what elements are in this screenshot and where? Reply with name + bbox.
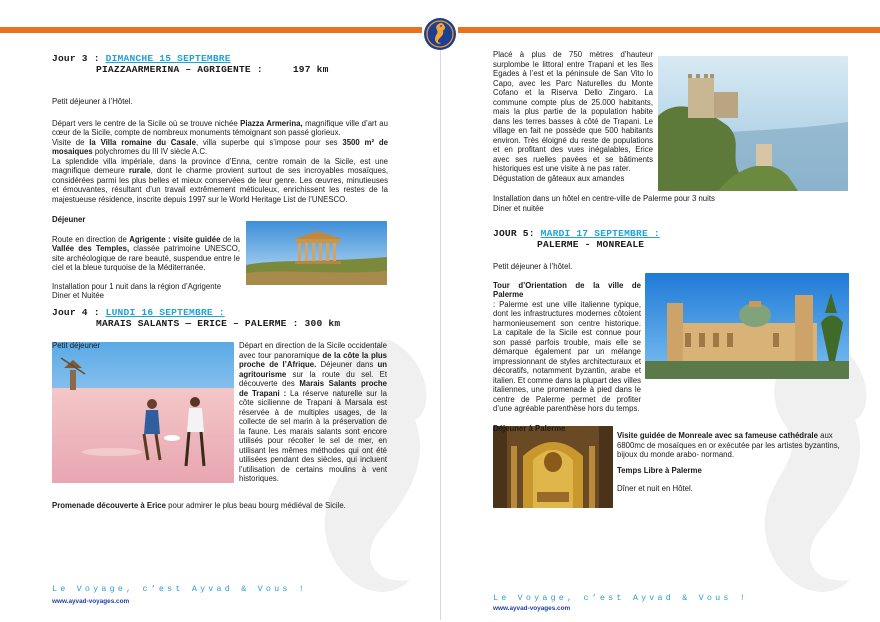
day3-breakfast: Petit déjeuner à l’Hôtel.	[52, 97, 133, 107]
day5-date: MARDI 17 SEPTEMBRE :	[540, 228, 660, 239]
day4-erice-walk: Promenade découverte à Erice pour admirer le plus beau bourg médiéval de Sicile.	[52, 501, 346, 510]
day4-heading	[52, 307, 388, 329]
monreale-cathedral-interior-photo	[493, 426, 613, 508]
day4-prefix: Jour 4 :	[52, 306, 106, 318]
day3-km: 197 km	[292, 64, 329, 76]
salt-marsh-photo	[52, 342, 234, 483]
day3-paragraph-3: La splendide villa impériale, dans la province d’Enna, centre romain de la Sicile, est une magnifique demeure rurale, dont le charme provient surtout de ses incroyables mosaïques, considérées parmi les plus belles et mieux conservées de leur genre. Les œuvres, minutieuses et émouvantes, résultant d’un travail extrêmement méticuleux, enrichissent les restes de la majestueuse résidence, inscrite depuis 1997 sur le World Heritage List de l’UNESCO.	[52, 156, 389, 204]
day5-dinner: Dîner et nuit en Hôtel.	[617, 484, 693, 493]
day4-km: 300 km	[304, 317, 341, 329]
free-time-palermo: Temps Libre à Palerme	[617, 466, 702, 475]
footer-url-right[interactable]: www.ayvad-voyages.com	[493, 605, 571, 612]
left-page-column	[52, 53, 389, 510]
header-bar-left	[0, 27, 422, 33]
palermo-dinner: Diner et nuitée	[493, 203, 544, 213]
day3-install: Installation pour 1 nuit dans la région d’Agrigente	[52, 281, 222, 291]
day4-route: MARAIS SALANTS — ERICE – PALERME :	[96, 317, 299, 329]
palermo-install: Installation dans un hôtel en centre-ville de Palerme pour 3 nuits	[493, 194, 715, 203]
day3-paragraph-1: Départ vers le centre de la Sicile où se trouve nichée Piazza Armerina, magnifique ville d’art au cœur de la Sicile, compte de nombreux monuments témoignant son passé glorieux.	[52, 118, 388, 138]
palermo-tour-paragraph: Tour d’Orientation de la ville de Palerme : Palerme est une ville italienne typique, dont les infrastructures modernes côtoient harmonieusement son centre historique. La capitale de la Sicile est connue pour son passé parfois trouble, mais elle se démarque également par un mélange impressionnant de styles architecturaux et décoratifs, notamment byzantin, arabe et italien. Et comme dans la plupart des villes italiennes, une promenade à pied dans le centre de Palerme permet de profiter d’une agréable parenthèse hors du temps.	[493, 280, 641, 414]
footer-slogan-right: Le Voyage, c’est Ayvad & Vous !	[493, 593, 749, 603]
day5-route: PALERME - MONREALE	[537, 239, 645, 251]
day3-heading	[52, 53, 388, 75]
day3-paragraph-2: Visite de la Villa romaine du Casale, villa superbe qui s’impose pour ses 3500 m² de mosaiques polychromes du III IV siècle A.C.	[52, 137, 388, 157]
day3-date: DIMANCHE 15 SEPTEMBRE	[105, 53, 231, 64]
page-divider	[440, 40, 441, 620]
day3-agrigente-paragraph: Route en direction de Agrigente : visite guidée de la Vallée des Temples, classée patrimoine UNESCO, site archéologique de rare beauté, suspendue entre le ciel et la bleue turquoise de la Méditerranée.	[52, 234, 240, 273]
erice-description: Placé à plus de 750 mètres d’hauteur surplombe le littoral entre Trapani et les îles Egades à l’est et la péninsule de San Vito lo Capo, avec les Parc Naturelles du Monte Cofano et la Riserva Dello Zingaro. La commune compte plus de 25.000 habitants, mais la plus partie de la population habite dans les terres basses à côté de Trapani. Le village en fait ne possède que 500 habitants environ. Très éloigné du reste de populations et en profitant des vues inégalables, Erice avec ses ruelles pavées et se bâtiments historiques est une visite à ne pas rater.	[493, 50, 653, 173]
day3-lunch: Déjeuner	[52, 215, 86, 225]
day3-prefix: Jour 3 :	[52, 53, 106, 64]
day4-date: LUNDI 16 SEPTEMBRE :	[105, 306, 225, 318]
day5-breakfast: Petit déjeuner à l’hôtel.	[493, 262, 573, 272]
day5-prefix: JOUR 5:	[493, 228, 541, 239]
day4-salt-marsh-paragraph: Départ en direction de la Sicile occidentale avec tour panoramique de la côte la plus proche de l’Afrique. Déjeuner dans un agritourisme sur la route du sel. Et découverte des Marais Salants proche de Trapani : La réserve naturelle sur la côte sicilienne de Trapani à Marsala est réservée à de multiples usages, de la collecte de sel marin à la préservation de la faune. Les marais salants sont encore utilisés pour récolter le sel de mer, en utilisant les mêmes méthodes qui ont été utilisées pendant des siècles, qui incluent l’utilisation de certains moulins à vent historiques.	[239, 341, 387, 483]
tasting-note: Dégustation de gâteaux aux amandes	[493, 173, 625, 183]
monreale-paragraph: Visite guidée de Monreale avec sa fameuse cathédrale aux 6800mc de mosaïques en or exécutée par les artistes byzantins, bijoux du monde arabo- normand.	[617, 431, 840, 459]
header-bar-right	[458, 27, 880, 33]
footer-slogan-left: Le Voyage, c’est Ayvad & Vous !	[52, 584, 308, 594]
day5-lunch: Déjeuner à Palerme	[493, 423, 566, 433]
seahorse-logo-icon	[420, 16, 460, 52]
day3-dinner: Diner et Nuitée	[52, 291, 105, 301]
day5-heading	[493, 228, 853, 250]
day3-route: PIAZZAARMERINA – AGRIGENTE :	[96, 64, 263, 76]
right-page-column	[493, 50, 853, 493]
footer-url-left[interactable]: www.ayvad-voyages.com	[52, 598, 130, 605]
day4-breakfast: Petit déjeuner	[52, 340, 101, 350]
